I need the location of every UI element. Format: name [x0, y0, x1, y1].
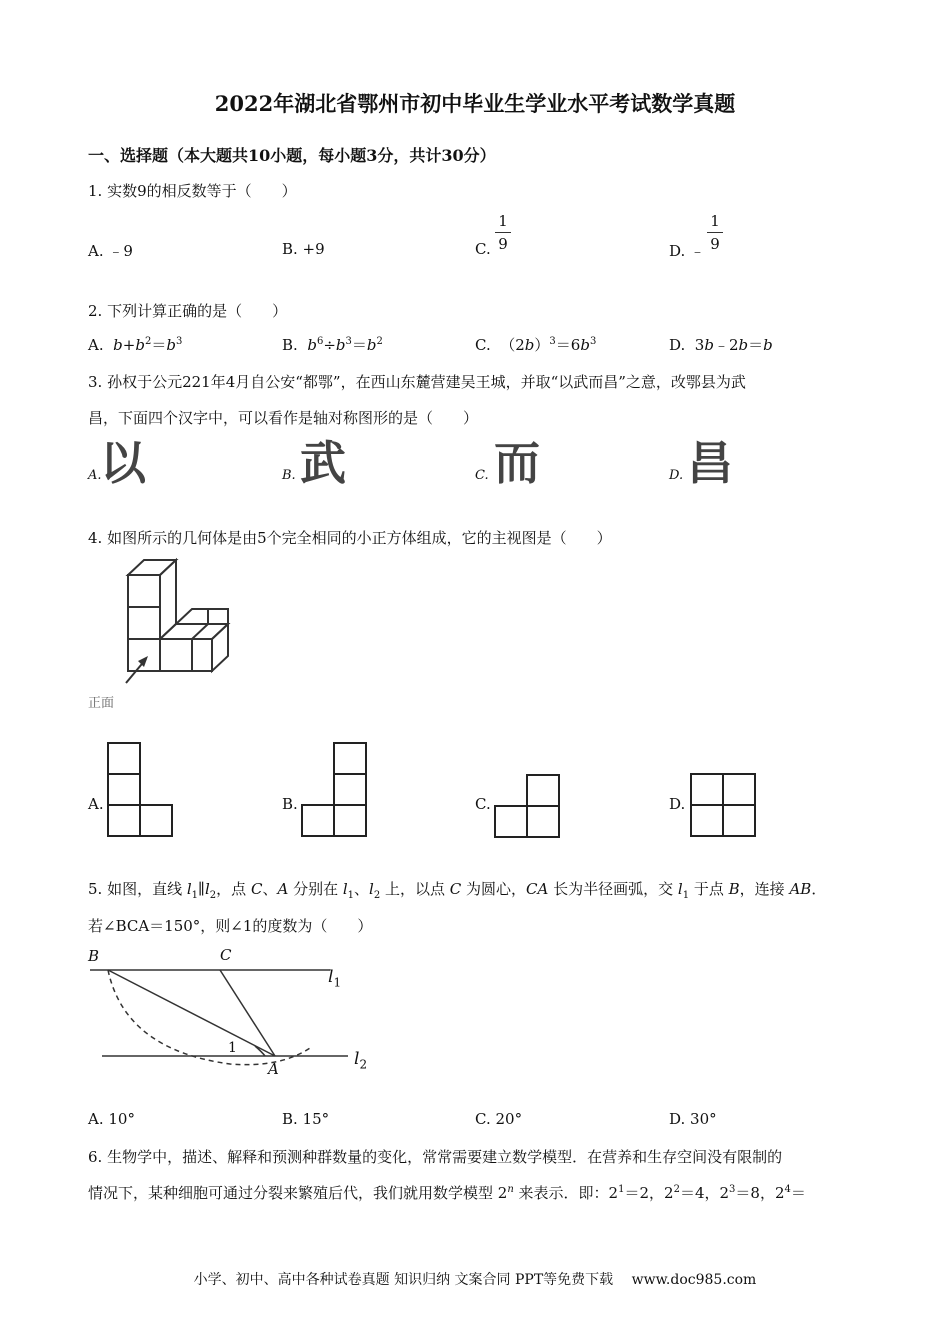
- q5-line-l2: $l_2$: [354, 1049, 368, 1072]
- q4-option-a-figure: [107, 742, 173, 838]
- q3-option-d-label: D.: [669, 468, 684, 483]
- q4-option-c-figure: [494, 774, 560, 838]
- fraction-denominator: 9: [498, 235, 508, 253]
- q3-option-a-char: 以: [100, 436, 146, 490]
- q6-stem-line2: 情况下，某种细胞可通过分裂来繁殖后代，我们就用数学模型 2$^n$ 来表示．即：$2^1=2$，$2^2=4$，$2^3=8$，$2^4=$: [88, 1184, 806, 1202]
- q5-angle-1: 1: [228, 1040, 237, 1056]
- q5-option-a: A. 10°: [88, 1110, 135, 1128]
- q5-stem-line2: 若∠BCA＝150°，则∠1的度数为（ ）: [88, 917, 373, 935]
- fraction-numerator: 1: [498, 212, 508, 230]
- q4-option-b-figure: [301, 742, 367, 838]
- q1-option-c-label: C.: [475, 240, 491, 258]
- q1-option-c-fraction: [495, 212, 511, 253]
- q6-stem-line1: 6. 生物学中，描述、解释和预测种群数量的变化，常常需要建立数学模型．在营养和生存空间没有限制的: [88, 1148, 783, 1166]
- q5-point-c: C: [220, 946, 232, 964]
- page-footer: 小学、初中、高中各种试卷真题 知识归纳 文案合同 PPT等免费下载 www.doc985.com: [193, 1272, 757, 1288]
- q3-stem-line1: 3. 孙权于公元221年4月自公安“都鄂”，在西山东麓营建吴王城，并取“以武而昌”之意，改鄂县为武: [88, 373, 746, 391]
- q3-option-c-label: C.: [475, 468, 489, 483]
- q5-option-c: C. 20°: [475, 1110, 523, 1128]
- q1-option-d-fraction: [707, 212, 723, 253]
- q3-option-d-char: 昌: [687, 436, 733, 490]
- q1-stem: 1. 实数9的相反数等于（ ）: [88, 182, 297, 200]
- q4-option-d-label: D.: [669, 795, 686, 813]
- q2-option-c: C. $(2b)^3=6b^3$: [475, 336, 597, 354]
- q4-option-d-figure: [690, 773, 756, 837]
- fraction-numerator: 1: [710, 212, 720, 230]
- q4-stem: 4. 如图所示的几何体是由5个完全相同的小正方体组成，它的主视图是（ ）: [88, 529, 612, 547]
- q2-option-b: B. $b^6\div b^3=b^2$: [282, 336, 383, 354]
- front-view-label: 正面: [88, 696, 115, 711]
- q4-option-c-label: C.: [475, 795, 491, 813]
- fraction-denominator: 9: [710, 235, 720, 253]
- q2-option-d: D. 3b﹣2b＝b: [669, 336, 773, 354]
- q3-option-a-label: A.: [88, 468, 102, 483]
- q1-option-b: B. +9: [282, 240, 325, 258]
- q3-stem-line2: 昌，下面四个汉字中，可以看作是轴对称图形的是（ ）: [88, 409, 479, 427]
- q4-option-b-label: B.: [282, 795, 298, 813]
- q3-option-c-char: 而: [494, 436, 540, 490]
- page-title: 2022年湖北省鄂州市初中毕业生学业水平考试数学真题: [214, 91, 736, 116]
- q5-option-d: D. 30°: [669, 1110, 717, 1128]
- q2-option-a: A. $b+b^2=b^3$: [88, 336, 183, 354]
- q1-option-a: A. ﹣9: [88, 242, 133, 260]
- q3-option-b-char: 武: [300, 436, 346, 490]
- q4-option-a-label: A.: [88, 795, 104, 813]
- q3-option-b-label: B.: [282, 468, 296, 483]
- q1-option-d-label: D. ﹣: [669, 242, 706, 260]
- q2-stem: 2. 下列计算正确的是（ ）: [88, 302, 288, 320]
- q5-point-b: B: [88, 947, 100, 965]
- q5-stem-line1: 5. 如图，直线 $l_1\parallel l_2$，点 C、A 分别在 $l_1$、$l_2$ 上，以点 C 为圆心，CA 长为半径画弧，交 $l_1$ 于点 B，连接 AB．: [88, 880, 827, 901]
- q5-option-b: B. 15°: [282, 1110, 330, 1128]
- q5-line-l1: $l_1$: [328, 967, 342, 990]
- section-heading: 一、选择题（本大题共10小题，每小题3分，共计30分）: [88, 146, 496, 165]
- q5-point-a: A: [268, 1060, 279, 1078]
- cube-solid-figure: [88, 555, 248, 685]
